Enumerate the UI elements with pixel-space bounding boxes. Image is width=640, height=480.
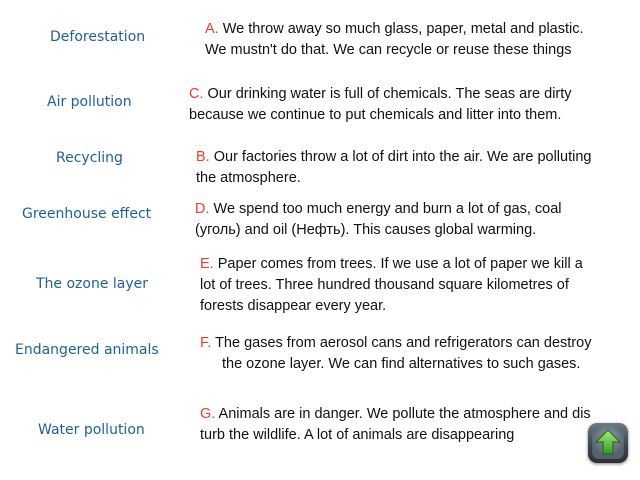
statement-text: Our factories throw a lot of dirt into the air. We are polluting xyxy=(213,149,592,165)
statement-line xyxy=(196,147,636,168)
statement-line xyxy=(195,199,630,220)
statement-text: turb the wildlife. A lot of animals are disappearing xyxy=(200,427,515,443)
topic-air-pollution: Air pollution xyxy=(47,94,132,110)
statement-line xyxy=(189,84,634,105)
topic-water-pollution: Water pollution xyxy=(38,422,145,438)
statement-text: We mustn't do that. We can recycle or reuse these things xyxy=(205,42,572,58)
topic-recycling: Recycling xyxy=(56,150,123,166)
statement-line xyxy=(200,254,630,275)
statement-c xyxy=(189,84,634,126)
up-arrow-icon xyxy=(594,428,622,456)
topic-deforestation: Deforestation xyxy=(50,29,146,45)
statement-a xyxy=(205,19,635,61)
statement-g xyxy=(200,404,636,446)
statement-line xyxy=(200,296,630,317)
statement-text: The gases from aerosol cans and refrigerators can destroy xyxy=(215,335,592,351)
statement-line xyxy=(200,404,636,425)
statement-text: because we continue to put chemicals and litter into them. xyxy=(189,107,562,123)
statement-letter: D. xyxy=(195,201,210,217)
statement-letter: G. xyxy=(200,406,216,422)
up-navigation-button[interactable] xyxy=(588,423,628,463)
statement-letter: C. xyxy=(189,86,204,102)
statement-letter: E. xyxy=(200,256,214,272)
statement-letter: B. xyxy=(196,149,210,165)
topic-greenhouse-effect: Greenhouse effect xyxy=(22,206,152,222)
statement-text: (уголь) and oil (Нефть). This causes global warming. xyxy=(195,222,537,238)
statement-line xyxy=(189,105,634,126)
statement-text: Paper comes from trees. If we use a lot of paper we kill a xyxy=(217,256,583,272)
statement-text: Animals are in danger. We pollute the atmosphere and dis xyxy=(218,406,591,422)
statement-text: forests disappear every year. xyxy=(200,298,387,314)
statement-letter: A. xyxy=(205,21,219,37)
statement-text: lot of trees. Three hundred thousand square kilometres of xyxy=(200,277,569,293)
topic-ozone-layer: The ozone layer xyxy=(36,276,149,292)
topic-endangered-animals: Endangered animals xyxy=(15,342,159,358)
statement-line xyxy=(200,275,630,296)
statement-e xyxy=(200,254,630,317)
statement-line xyxy=(196,168,636,189)
statement-line xyxy=(205,19,635,40)
statement-f xyxy=(200,333,636,375)
statement-text: the ozone layer. We can find alternatives to such gases. xyxy=(222,356,581,372)
statement-line xyxy=(200,354,636,375)
statement-b xyxy=(196,147,636,189)
statement-text: We throw away so much glass, paper, metal and plastic. xyxy=(222,21,584,37)
statement-text: Our drinking water is full of chemicals. The seas are dirty xyxy=(207,86,572,102)
statement-letter: F. xyxy=(200,335,212,351)
statement-line xyxy=(195,220,630,241)
statement-line xyxy=(200,333,636,354)
statement-text: the atmosphere. xyxy=(196,170,301,186)
statement-text: We spend too much energy and burn a lot of gas, coal xyxy=(213,201,562,217)
statement-d xyxy=(195,199,630,241)
statement-line xyxy=(205,40,635,61)
statement-line xyxy=(200,425,636,446)
